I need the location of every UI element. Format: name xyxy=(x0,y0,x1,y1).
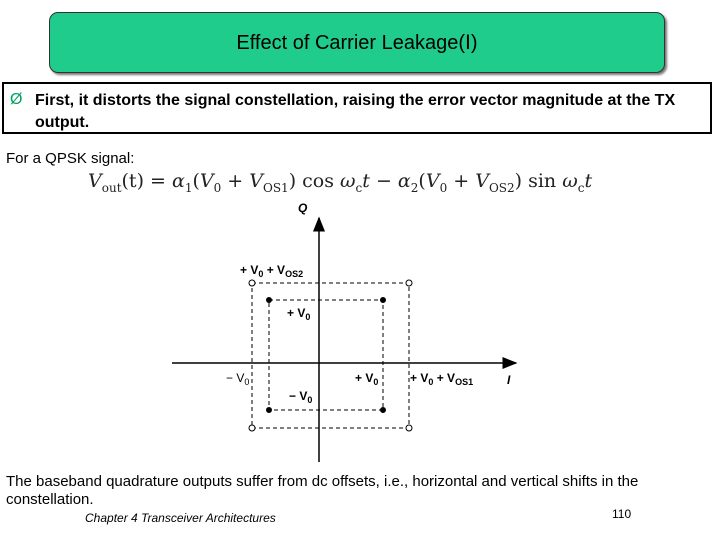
shifted-constellation-square xyxy=(252,283,409,428)
eq-alpha1-sub: 1 xyxy=(184,180,193,195)
ideal-point-top-left xyxy=(266,297,272,303)
label-right-shifted: + $V_0 + V_{OS1}$ xyxy=(410,371,474,387)
eq-omega-b: ω xyxy=(562,170,578,192)
eq-v0-a: V xyxy=(199,170,214,192)
eq-vout: V xyxy=(88,170,102,192)
slide-title: Effect of Carrier Leakage(Ⅰ) xyxy=(236,32,478,54)
eq-v0-b: V xyxy=(425,170,440,192)
eq-v0-a-sub: 0 xyxy=(213,180,222,195)
page-number: 110 xyxy=(612,507,632,521)
shifted-point-bottom-left xyxy=(249,425,255,431)
eq-omega-a: ω xyxy=(340,170,356,192)
bullet-box xyxy=(2,82,712,134)
i-axis-label: I xyxy=(507,373,511,387)
shifted-point-top-left xyxy=(249,280,255,286)
title-banner xyxy=(49,12,665,73)
eq-vos1-sub: OS1 xyxy=(263,180,289,195)
eq-alpha2-sub: 2 xyxy=(410,180,419,195)
eq-omega-a-sub: c xyxy=(355,180,363,195)
eq-cos: cos xyxy=(302,170,334,192)
eq-t-a: t xyxy=(362,170,370,192)
ideal-point-bottom-left xyxy=(266,407,272,413)
eq-sin: sin xyxy=(528,170,557,192)
label-right: + $V_0$ xyxy=(355,371,379,387)
eq-v0-b-sub: 0 xyxy=(439,180,448,195)
eq-lhs-arg: (t) = xyxy=(121,170,172,192)
eq-vos2-sub: OS2 xyxy=(488,180,515,195)
bullet-text: First, it distorts the signal constellation, raising the error vector magnitude at the TX output. xyxy=(35,92,676,131)
ideal-point-bottom-right xyxy=(380,407,386,413)
eq-vos2: V xyxy=(475,170,489,192)
label-left: − $V_0$ xyxy=(226,371,250,387)
eq-t-b: t xyxy=(584,170,593,192)
eq-alpha1: α xyxy=(171,170,185,192)
shifted-point-bottom-right xyxy=(406,425,412,431)
label-bottom: − $V_0$ xyxy=(289,389,313,405)
body-text: The baseband quadrature outputs suffer from dc offsets, i.e., horizontal and vertical shifts in the constellation. xyxy=(6,473,639,508)
eq-minus: − xyxy=(369,170,398,192)
label-top-shifted: + $V_0 + V_{OS2}$ xyxy=(240,263,304,279)
arrow-bullet-icon: Ø xyxy=(10,91,23,108)
label-top: + $V_0$ xyxy=(287,306,311,322)
eq-alpha2: α xyxy=(397,170,411,192)
shifted-point-top-right xyxy=(406,280,412,286)
vout-equation: $V_{out}(t) = \alpha_1(V_0 + V_{OS1})$ $\cos \omega_ct - \alpha_2(V_0 + V_{OS2})$ $\sin \omega_ct$ xyxy=(88,170,593,195)
constellation-diagram xyxy=(160,195,530,467)
eq-plus-b: + xyxy=(447,170,476,192)
chapter-footer: Chapter 4 Transceiver Architectures xyxy=(85,511,276,525)
eq-vos1: V xyxy=(249,170,263,192)
q-axis-label: Q xyxy=(298,201,308,215)
ideal-point-top-right xyxy=(380,297,386,303)
eq-omega-b-sub: c xyxy=(577,180,585,195)
eq-vout-sub: out xyxy=(101,180,122,195)
intro-text: For a QPSK signal: xyxy=(6,150,135,167)
eq-plus-a: + xyxy=(221,170,250,192)
